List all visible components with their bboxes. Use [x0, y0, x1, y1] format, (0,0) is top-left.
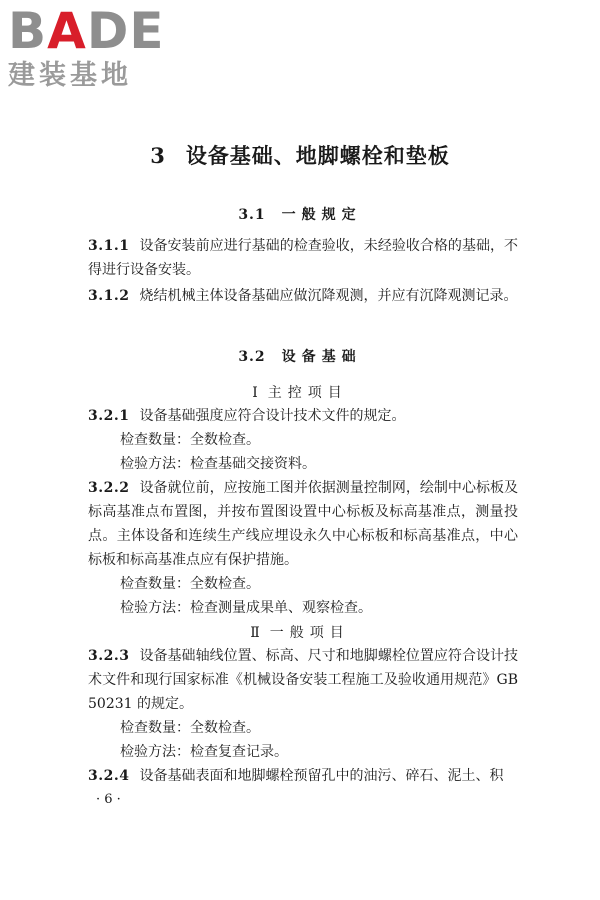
clause-3-1-1: [88, 234, 518, 282]
clause-text: 设备安装前应进行基础的检查验收，未经验收合格的基础，不得进行设备安装。: [88, 238, 518, 278]
clause-text: 设备基础轴线位置、标高、尺寸和地脚螺栓位置应符合设计技术文件和现行国家标准《机械设备安装工程施工及验收通用规范》GB 50231 的规定。: [88, 648, 518, 712]
clause-3-2-3: [88, 644, 518, 764]
page-number: · 6 ·: [96, 792, 121, 807]
clause-3-2-1: [88, 404, 518, 476]
inspection-quantity: 检查数量：全数检查。: [120, 576, 260, 592]
logo-subtitle: 建装基地: [8, 60, 132, 91]
inspection-quantity: 检查数量：全数检查。: [120, 432, 260, 448]
subsection-heading: [0, 382, 600, 402]
clause-text: 烧结机械主体设备基础应做沉降观测，并应有沉降观测记录。: [139, 288, 518, 304]
chapter-title: 设备基础、地脚螺栓和垫板: [185, 143, 450, 168]
logo-wordmark: [8, 4, 165, 58]
subsection-heading: [0, 622, 600, 642]
clause-number: 3.2.4: [88, 768, 130, 784]
inspection-quantity: 检查数量：全数检查。: [120, 720, 260, 736]
logo-letter: DE: [86, 2, 165, 60]
subsection-numeral: Ⅱ: [250, 625, 260, 641]
inspection-method: 检验方法：检查复查记录。: [120, 744, 288, 760]
section-title: 设备基础: [281, 349, 362, 365]
clause-3-1-2: [88, 284, 518, 308]
clause-text: 设备基础强度应符合设计技术文件的规定。: [139, 408, 406, 424]
inspection-method: 检验方法：检查基础交接资料。: [120, 456, 316, 472]
inspection-method: 检验方法：检查测量成果单、观察检查。: [120, 600, 372, 616]
logo-letter: B: [8, 2, 48, 60]
logo-letter-accent: A: [47, 2, 87, 60]
section-number: 3.2: [238, 349, 266, 365]
section-title: 一般规定: [281, 207, 362, 223]
section-heading: [0, 204, 600, 224]
chapter-number: 3: [150, 143, 166, 168]
clause-number: 3.1.1: [88, 238, 130, 254]
clause-text: 设备基础表面和地脚螺栓预留孔中的油污、碎石、泥土、积: [139, 768, 504, 784]
clause-number: 3.2.3: [88, 648, 130, 664]
clause-3-2-2: [88, 476, 518, 620]
clause-number: 3.1.2: [88, 288, 130, 304]
bade-logo: [8, 4, 165, 92]
clause-number: 3.2.1: [88, 408, 130, 424]
section-heading: [0, 346, 600, 366]
subsection-title: 主控项目: [267, 385, 348, 401]
clause-text: 设备就位前，应按施工图并依据测量控制网，绘制中心标板及标高基准点布置图，并按布置图设置中心标板及标高基准点，测量投点。主体设备和连续生产线应埋设永久中心标板和标高基准点，中心标板和标高基准点应有保护措施。: [88, 480, 518, 568]
subsection-title: 一般项目: [269, 625, 350, 641]
clause-number: 3.2.2: [88, 480, 130, 496]
chapter-heading: [0, 140, 600, 170]
subsection-numeral: Ⅰ: [252, 385, 258, 401]
clause-3-2-4: [88, 764, 518, 788]
section-number: 3.1: [238, 207, 266, 223]
